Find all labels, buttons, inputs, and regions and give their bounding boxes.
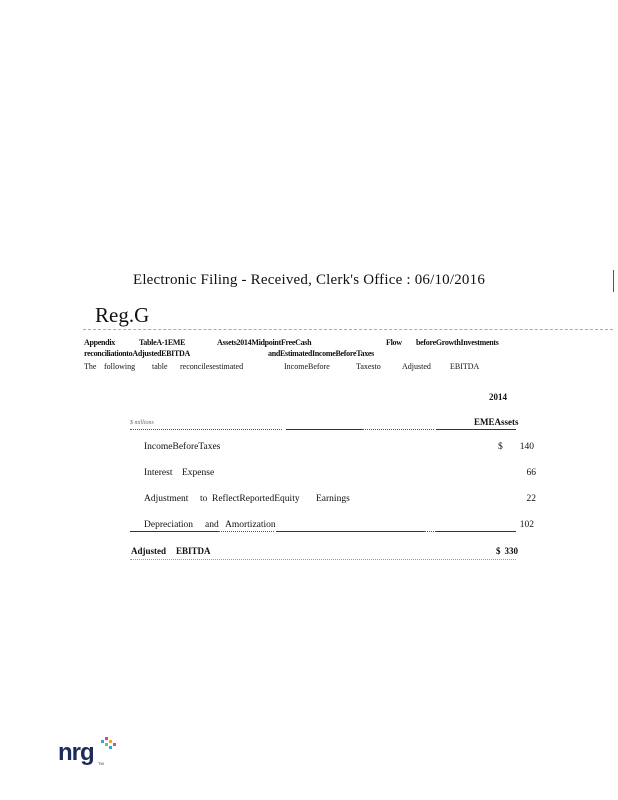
- subtotal-rule: [436, 531, 516, 532]
- header-rule: [286, 429, 362, 430]
- logo-dot-icon: [105, 743, 108, 746]
- column-header: EMEAssets: [474, 417, 519, 427]
- caption-table: TableA-1EME: [139, 338, 186, 347]
- caption-before: beforeGrowthInvestments: [416, 338, 499, 347]
- subtotal-rule: [130, 531, 218, 532]
- row-label: Amortization: [225, 520, 276, 530]
- row-value: 22: [526, 494, 536, 504]
- row-label: Interest: [144, 468, 173, 478]
- unit-label: $ millions: [130, 420, 154, 426]
- intro-word: Taxesto: [356, 362, 381, 371]
- subtotal-rule: [218, 531, 274, 532]
- header-rule: [362, 429, 434, 430]
- intro-word: following: [104, 362, 136, 371]
- caption-assets: Assets2014MidpointFreeCash: [217, 338, 312, 347]
- row-currency: $: [498, 442, 503, 452]
- subtotal-rule: [424, 531, 436, 532]
- row-label: Expense: [182, 468, 215, 478]
- logo-dot-icon: [105, 737, 108, 740]
- total-rule: [130, 559, 516, 560]
- intro-word: EBITDA: [450, 362, 480, 371]
- header-rule: [436, 429, 516, 430]
- row-label: ReflectReportedEquity: [212, 494, 300, 504]
- margin-rule: [613, 270, 614, 292]
- intro-word: reconcilesestimated: [180, 362, 244, 371]
- total-currency: $: [496, 546, 501, 556]
- intro-word: The: [84, 362, 97, 371]
- column-year: 2014: [489, 392, 507, 402]
- row-label: Earnings: [316, 494, 350, 504]
- row-value: 102: [519, 520, 534, 530]
- caption-reconciliation: reconciliationtoAdjustedEBITDA: [84, 349, 190, 358]
- caption-flow: Flow: [386, 338, 402, 347]
- page-heading: Reg.G: [95, 303, 150, 327]
- subtotal-rule: [276, 531, 424, 532]
- logo-wordmark: nrg: [58, 739, 94, 766]
- header-rule: [130, 429, 282, 430]
- row-label: Depreciation: [144, 520, 194, 530]
- logo-dot-icon: [109, 746, 112, 749]
- caption-and: andEstimatedIncomeBeforeTaxes: [268, 349, 374, 358]
- intro-word: table: [152, 362, 168, 371]
- nrg-logo: [58, 737, 138, 767]
- row-label: to: [200, 494, 208, 504]
- row-value: 66: [526, 468, 536, 478]
- row-label: Adjustment: [144, 494, 189, 504]
- row-value: 140: [519, 442, 534, 452]
- row-label: IncomeBeforeTaxes: [144, 442, 221, 452]
- logo-dot-icon: [109, 740, 112, 743]
- total-label: EBITDA: [176, 546, 211, 556]
- logo-dot-icon: [113, 743, 116, 746]
- logo-trademark: TM: [98, 761, 104, 766]
- row-label: and: [205, 520, 219, 530]
- caption-appendix: Appendix: [84, 338, 115, 347]
- total-value: 330: [504, 546, 518, 556]
- filing-stamp: Electronic Filing - Received, Clerk's Office : 06/10/2016: [132, 272, 486, 288]
- dashed-divider: [83, 329, 613, 330]
- logo-dot-icon: [101, 740, 104, 743]
- intro-word: Adjusted: [402, 362, 431, 371]
- intro-word: IncomeBefore: [284, 362, 330, 371]
- total-label: Adjusted: [131, 546, 167, 556]
